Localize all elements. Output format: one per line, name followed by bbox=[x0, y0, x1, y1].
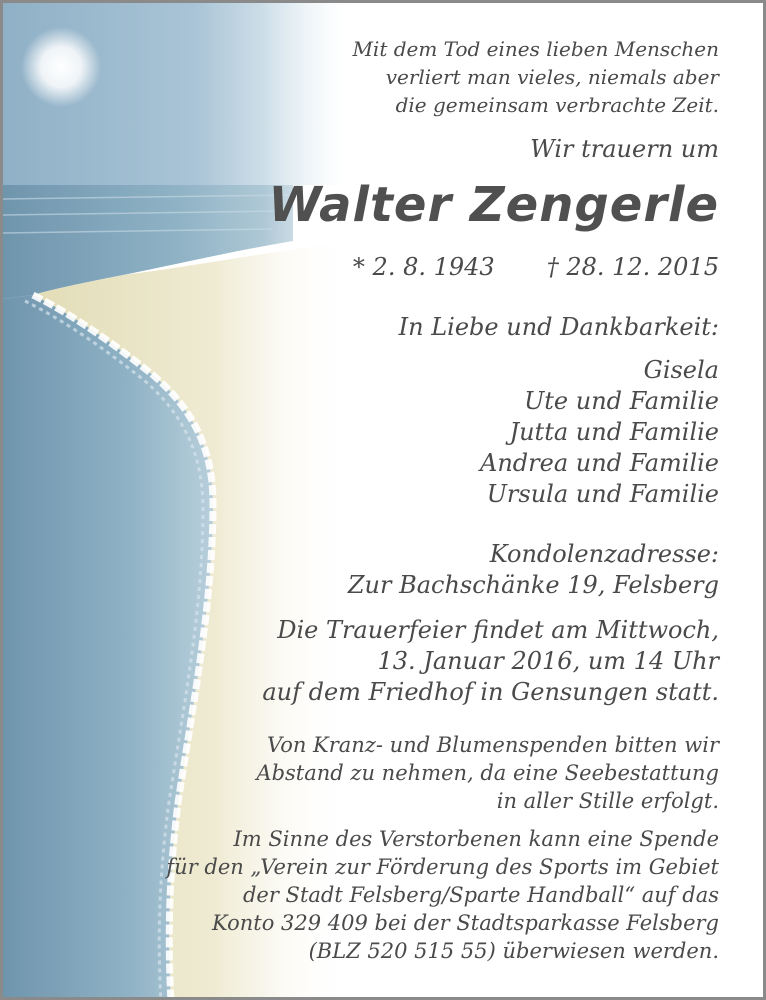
memorial-quote bbox=[352, 35, 719, 119]
donation-line: (BLZ 520 515 55) überwiesen werden. bbox=[308, 939, 719, 963]
family-member: Gisela bbox=[643, 356, 719, 384]
quote-line: verliert man vieles, niemals aber bbox=[385, 65, 719, 89]
flowers-line: Abstand zu nehmen, da eine Seebestattung bbox=[256, 761, 719, 785]
family-member: Ute und Familie bbox=[524, 387, 719, 415]
family-list bbox=[480, 355, 719, 510]
service-line: auf dem Friedhof in Gensungen statt. bbox=[262, 678, 719, 706]
family-member: Andrea und Familie bbox=[480, 449, 719, 477]
flowers-request bbox=[256, 731, 719, 815]
donation-line: der Stadt Felsberg/Sparte Handball“ auf das bbox=[242, 883, 719, 907]
love-gratitude-line: In Liebe und Dankbarkeit: bbox=[398, 313, 719, 341]
life-dates bbox=[353, 251, 719, 283]
donation-line: Konto 329 409 bei der Stadtsparkasse Felsberg bbox=[211, 911, 719, 935]
quote-line: die gemeinsam verbrachte Zeit. bbox=[395, 93, 719, 117]
funeral-service-info bbox=[262, 615, 719, 708]
family-member: Jutta und Familie bbox=[509, 418, 719, 446]
donation-line: für den „Verein zur Förderung des Sports im Gebiet bbox=[166, 855, 719, 879]
condolence-label: Kondolenzadresse: bbox=[489, 540, 719, 568]
condolence-street: Zur Bachschänke 19, Felsberg bbox=[347, 571, 719, 599]
donation-line: Im Sinne des Verstorbenen kann eine Spende bbox=[233, 827, 719, 851]
birth-date: * 2. 8. 1943 bbox=[352, 253, 495, 281]
deceased-name: Walter Zengerle bbox=[268, 177, 719, 233]
flowers-line: Von Kranz- und Blumenspenden bitten wir bbox=[266, 733, 719, 757]
death-date: † 28. 12. 2015 bbox=[546, 253, 719, 281]
donation-request bbox=[166, 825, 719, 965]
service-line: Die Trauerfeier findet am Mittwoch, bbox=[277, 616, 719, 644]
family-member: Ursula und Familie bbox=[486, 480, 719, 508]
service-line: 13. Januar 2016, um 14 Uhr bbox=[377, 647, 719, 675]
mourning-line: Wir trauern um bbox=[530, 135, 719, 163]
quote-line: Mit dem Tod eines lieben Menschen bbox=[352, 37, 719, 61]
condolence-address bbox=[348, 539, 719, 601]
flowers-line: in aller Stille erfolgt. bbox=[496, 789, 719, 813]
